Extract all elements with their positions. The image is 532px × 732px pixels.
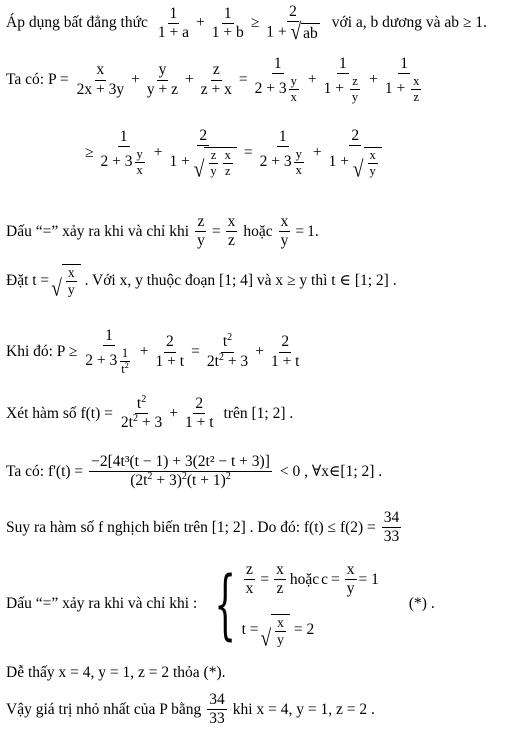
p-in-t-line: [6, 328, 304, 377]
p-estimate-formula: ≥ 1 2 + 3 $\frac{y}{x}$ + 2 1 + √ $\frac{z}{y}$ $\frac{x}{z}$ = 1 2 + 3 $\frac{y}{x}$ + 2 1 + √ $\frac{x}{y}$: [82, 128, 386, 179]
when-lead: Khi đó: P ≥: [6, 343, 78, 361]
final-fraction: $\frac{34}{33}$: [209, 691, 225, 728]
inequality-formula: $\frac{1}{1 + a}$ + $\frac{1}{1 + b}$ ≥ 2 1 + √ ab: [157, 3, 318, 46]
substitution-formula: √ $\frac{x}{y}$: [51, 264, 80, 297]
substitution-line: [6, 264, 397, 302]
equality1-or: hoặc: [243, 222, 273, 240]
system-row-2: t = √ $\frac{x}{y}$ = 2: [241, 614, 315, 651]
consider-lead: Xét hàm số f(t) =: [6, 404, 113, 422]
system-row-1: $\frac{z}{x}$ = $\frac{x}{z}$ hoặc c = $\frac{x}{y}$ = 1: [245, 561, 379, 598]
p-definition-formula: $\frac{x}{2x + 3y}$ + $\frac{y}{y + z}$ + $\frac{z}{z + x}$ = 1 2 + 3 $\frac{y}{x}$ + 1 1 + $\frac{z}{y}$ + 1 1 + $\frac{x}{z}$: [76, 55, 420, 105]
check-text: Dễ thấy x = 4, y = 1, z = 2 thỏa (*).: [6, 664, 226, 681]
left-brace: {: [214, 559, 237, 649]
consider-tail: trên [1; 2] .: [223, 404, 294, 422]
system-mark: (*) .: [408, 595, 435, 613]
equality-condition-line: [6, 214, 319, 250]
intro-tail: với a, b dương và ab ≥ 1.: [331, 14, 487, 32]
final-tail: khi x = 4, y = 1, z = 2 .: [232, 700, 375, 718]
derivative-formula: $\frac{\text{−2[4t³(t − 1) + 3(2t² − t + 3)]}}{(2t^2 + 3)^2(t + 1)^2}$: [91, 453, 270, 490]
derivative-lead: Ta có: f'(t) =: [6, 462, 84, 480]
derivative-tail: < 0 , ∀x∈[1; 2] .: [279, 463, 383, 481]
p-in-t-formula: 1 2 + 3 $\frac{1}{t^2}$ + $\frac{2}{1 + t}$ = $\frac{t^2}{2t^2 + 3}$ + $\frac{2}{1 + t}$: [85, 327, 300, 377]
equality-system: [201, 559, 379, 651]
equality2-lead: Dấu “=” xảy ra khi và chỉ khi :: [6, 595, 198, 613]
equality1-formula-2: $\frac{x}{y}$ = 1.: [280, 213, 319, 250]
p-definition-line: [6, 56, 427, 105]
tacop-lead: Ta có: P =: [6, 71, 69, 89]
conclude-fraction: $\frac{34}{33}$: [383, 509, 400, 546]
final-lead: Vậy giá trị nhỏ nhất của P bằng: [6, 700, 202, 718]
substitution-lead: Đặt t =: [6, 271, 50, 289]
function-formula: $\frac{t^2}{2t^2 + 3}$ + $\frac{2}{1 + t}$: [120, 393, 214, 432]
p-estimate-line: [82, 127, 386, 183]
intro-line: [6, 3, 487, 46]
final-answer-line: [6, 692, 375, 728]
intro-lead: Áp dụng bất đẳng thức: [6, 14, 148, 32]
equality-system-line: [6, 559, 435, 651]
equality1-formula: $\frac{z}{y}$ = $\frac{x}{z}$: [197, 213, 236, 250]
conclusion-line: [6, 510, 403, 546]
function-definition-line: [6, 393, 294, 432]
equality1-lead: Dấu “=” xảy ra khi và chỉ khi: [6, 222, 190, 240]
derivative-line: [6, 454, 382, 490]
substitution-tail: . Với x, y thuộc đoạn [1; 4] và x ≥ y thì t ∈ [1; 2] .: [84, 272, 397, 290]
conclude-text: Suy ra hàm số f nghịch biến trên [1; 2] . Do đó: f(t) ≤ f(2) =: [6, 518, 376, 536]
derivative-numerator: −2[4t³(t − 1) + 3(2t² − t + 3)]: [89, 454, 272, 472]
check-line: [6, 664, 226, 682]
